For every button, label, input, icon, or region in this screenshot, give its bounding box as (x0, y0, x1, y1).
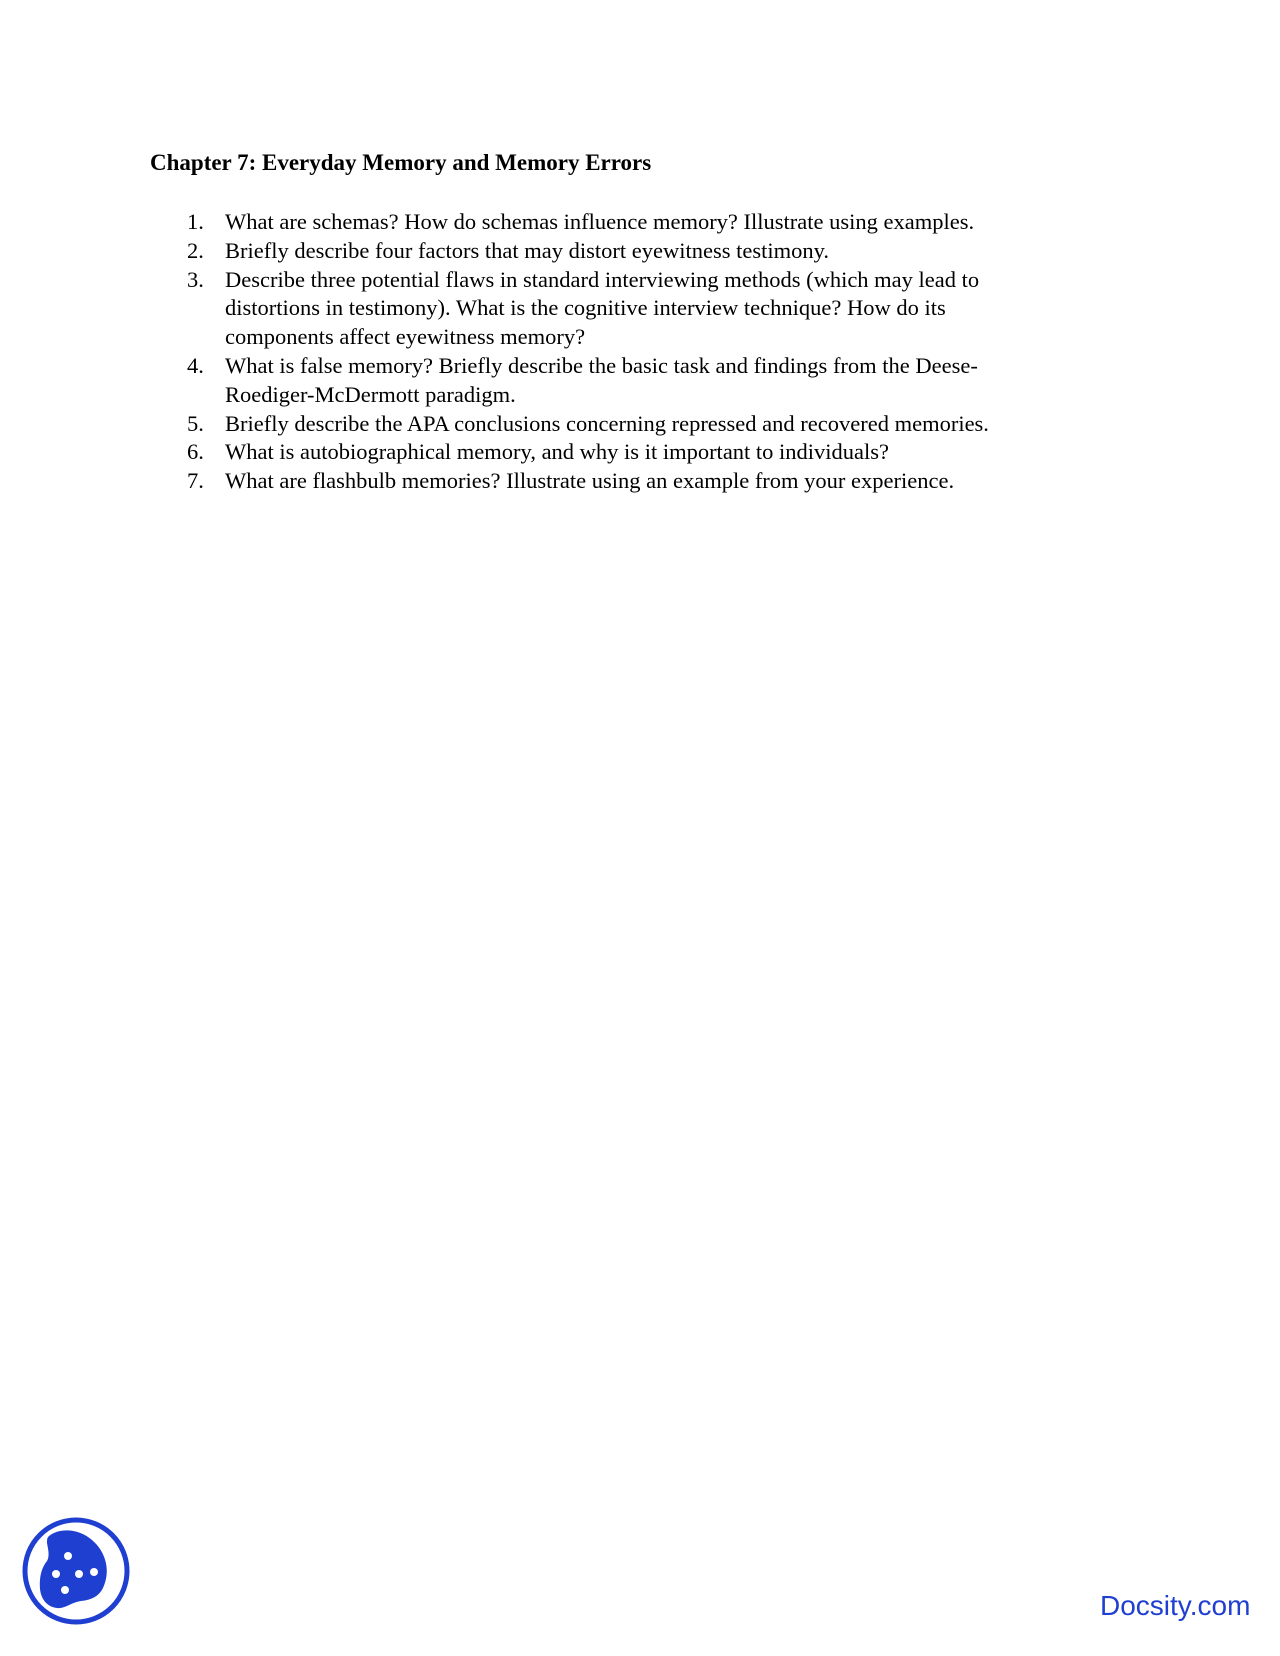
question-item (150, 438, 1150, 467)
question-text-line: components affect eyewitness memory? (225, 324, 586, 350)
question-text-line: Describe three potential flaws in standard interviewing methods (which may lead to (225, 266, 980, 292)
docsity-brand-text: Docsity.com (1100, 1590, 1251, 1621)
question-text-line: Briefly describe four factors that may distort eyewitness testimony. (225, 237, 830, 263)
question-item (150, 352, 1150, 410)
question-number: 4. (187, 352, 204, 378)
question-text-line: What is false memory? Briefly describe the basic task and findings from the Deese- (225, 352, 978, 378)
question-item (150, 266, 1150, 352)
question-number: 2. (187, 237, 204, 263)
chapter-title: Chapter 7: Everyday Memory and Memory Errors (150, 150, 652, 175)
question-item (150, 208, 1150, 237)
question-text-line: What is autobiographical memory, and why is it important to individuals? (225, 439, 890, 465)
docsity-logo-icon (20, 1515, 132, 1627)
question-number: 1. (187, 209, 204, 234)
question-text-line: What are flashbulb memories? Illustrate using an example from your experience. (225, 468, 955, 494)
question-number: 6. (187, 439, 204, 465)
question-number: 3. (187, 266, 204, 292)
question-text-line: Briefly describe the APA conclusions concerning repressed and recovered memories. (225, 410, 989, 436)
question-text-line: Roediger-McDermott paradigm. (225, 381, 516, 407)
question-text-line: distortions in testimony). What is the cognitive interview technique? How do its (225, 295, 946, 321)
question-text-line: What are schemas? How do schemas influence memory? Illustrate using examples. (225, 209, 975, 234)
question-list (150, 208, 1150, 496)
question-number: 5. (187, 410, 204, 436)
question-number: 7. (187, 468, 204, 494)
question-item (150, 410, 1150, 439)
question-item (150, 467, 1150, 496)
question-item (150, 237, 1150, 266)
